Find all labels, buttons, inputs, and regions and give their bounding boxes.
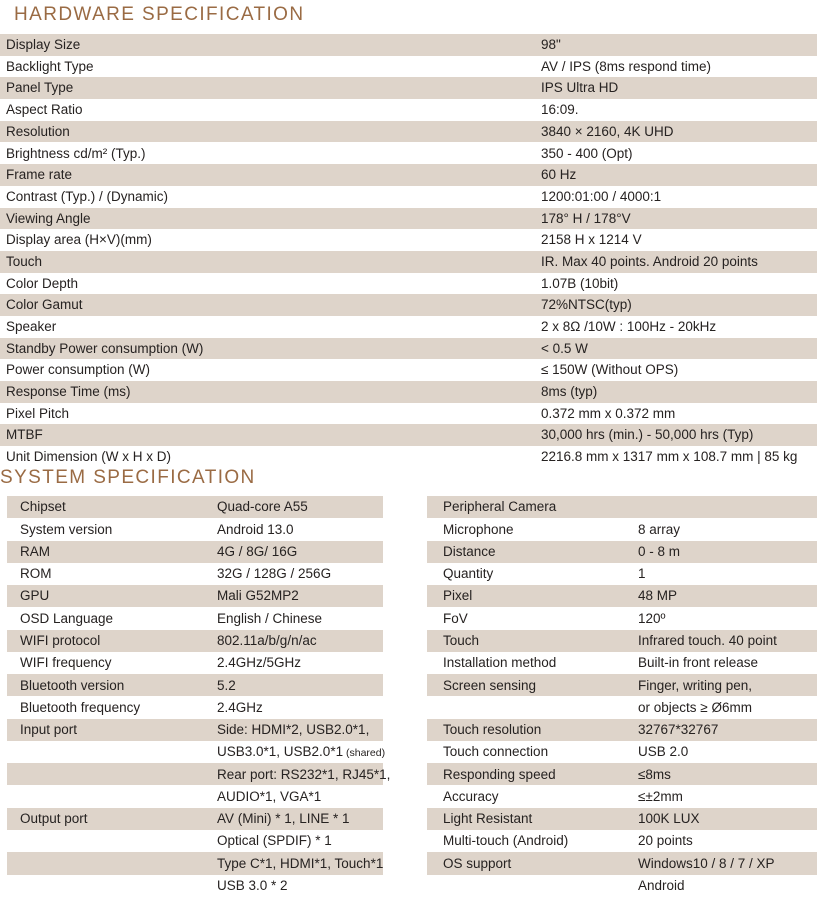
spec-label: Color Depth xyxy=(6,275,79,291)
spec-label: Distance xyxy=(443,543,496,559)
spec-row xyxy=(0,251,817,273)
spec-value-text: Optical (SPDIF) * 1 xyxy=(217,833,332,849)
spec-label: Bluetooth version xyxy=(20,677,125,693)
spec-value-note: (shared) xyxy=(343,747,386,760)
spec-label: Backlight Type xyxy=(6,58,94,74)
spec-row xyxy=(0,316,817,338)
spec-value-text: 1 xyxy=(638,566,646,582)
spec-value xyxy=(638,701,817,715)
spec-value xyxy=(541,60,817,74)
spec-value xyxy=(638,523,817,537)
spec-label: OSD Language xyxy=(20,610,114,626)
spec-value xyxy=(541,342,817,356)
spec-label: Pixel xyxy=(443,588,473,604)
spec-row xyxy=(427,808,817,830)
system-right-table xyxy=(427,496,817,897)
spec-value xyxy=(638,857,817,871)
spec-label: Light Resistant xyxy=(443,811,533,827)
spec-value xyxy=(541,450,817,464)
spec-label: Speaker xyxy=(6,319,57,335)
spec-label: Display area (H×V)(mm) xyxy=(6,232,152,248)
spec-row xyxy=(7,830,383,852)
spec-value-text: AV / IPS (8ms respond time) xyxy=(541,58,712,74)
spec-value-text: Quad-core A55 xyxy=(217,499,308,515)
spec-row xyxy=(7,496,383,518)
spec-value-text: 20 points xyxy=(638,833,693,849)
spec-value xyxy=(217,812,383,826)
spec-label: RAM xyxy=(20,543,50,559)
spec-row xyxy=(427,741,817,763)
spec-value xyxy=(541,385,817,399)
spec-row xyxy=(0,99,817,121)
spec-label: WIFI protocol xyxy=(20,632,101,648)
spec-value-text: USB3.0*1, USB2.0*1 xyxy=(217,744,344,760)
spec-value-text: 0 - 8 m xyxy=(638,543,681,559)
spec-label: Aspect Ratio xyxy=(6,102,83,118)
spec-row xyxy=(427,852,817,874)
spec-row xyxy=(7,852,383,874)
spec-label: Multi-touch (Android) xyxy=(443,833,569,849)
spec-value xyxy=(541,233,817,247)
spec-row xyxy=(0,273,817,295)
spec-label: GPU xyxy=(20,588,50,604)
spec-value xyxy=(541,147,817,161)
spec-value-text: 2216.8 mm x 1317 mm x 108.7 mm | 85 kg xyxy=(541,449,798,465)
spec-row xyxy=(427,719,817,741)
spec-value xyxy=(541,277,817,291)
spec-value-text: 802.11a/b/g/n/ac xyxy=(217,632,317,648)
spec-value-text: < 0.5 W xyxy=(541,340,588,356)
spec-value-text: 16:09. xyxy=(541,102,579,118)
spec-row xyxy=(427,696,817,718)
spec-value xyxy=(638,745,817,759)
spec-row xyxy=(0,164,817,186)
spec-label: Responding speed xyxy=(443,766,556,782)
spec-value xyxy=(217,634,383,648)
spec-value-text: 30,000 hrs (min.) - 50,000 hrs (Typ) xyxy=(541,427,754,443)
spec-value-text: Android xyxy=(638,877,685,893)
spec-row xyxy=(7,763,391,785)
spec-label: Standby Power consumption (W) xyxy=(6,340,204,356)
spec-value-text: or objects ≥ Ø6mm xyxy=(638,699,752,715)
spec-row xyxy=(0,208,817,230)
spec-value-text: 4G / 8G/ 16G xyxy=(217,543,298,559)
system-left-table xyxy=(7,496,391,897)
spec-row xyxy=(0,424,817,446)
hardware-spec-title: HARDWARE SPECIFICATION xyxy=(14,4,305,25)
spec-value-text: 72%NTSC(typ) xyxy=(541,297,632,313)
spec-value xyxy=(638,768,817,782)
spec-label: Touch resolution xyxy=(443,722,542,738)
spec-value-text: 350 - 400 (Opt) xyxy=(541,145,633,161)
spec-row xyxy=(427,652,817,674)
spec-row xyxy=(7,741,386,763)
spec-row xyxy=(427,785,817,807)
spec-label: Viewing Angle xyxy=(6,210,91,226)
spec-value xyxy=(638,723,817,737)
spec-label: Display Size xyxy=(6,37,81,53)
spec-label: Resolution xyxy=(6,123,70,139)
spec-label: Unit Dimension (W x H x D) xyxy=(6,449,172,465)
spec-value xyxy=(217,567,383,581)
spec-value xyxy=(217,857,383,871)
spec-label: Power consumption (W) xyxy=(6,362,151,378)
spec-value xyxy=(638,879,817,893)
spec-label: Input port xyxy=(20,722,78,738)
spec-value xyxy=(541,320,817,334)
spec-row xyxy=(7,696,383,718)
spec-row xyxy=(427,518,817,540)
spec-value-text: 2.4GHz/5GHz xyxy=(217,655,302,671)
spec-value xyxy=(217,768,390,782)
spec-row xyxy=(427,674,817,696)
spec-row xyxy=(7,518,383,540)
spec-row xyxy=(0,446,817,468)
spec-value-text: 98" xyxy=(541,37,561,53)
spec-row xyxy=(427,563,817,585)
spec-row xyxy=(0,34,817,56)
spec-value xyxy=(638,656,817,670)
spec-value-text: Finger, writing pen, xyxy=(638,677,753,693)
spec-value-text: 32G / 128G / 256G xyxy=(217,566,332,582)
spec-value xyxy=(541,190,817,204)
spec-label: Output port xyxy=(20,811,88,827)
spec-label: Color Gamut xyxy=(6,297,83,313)
spec-value-text: Mali G52MP2 xyxy=(217,588,299,604)
spec-value-text: 2.4GHz xyxy=(217,699,263,715)
spec-row xyxy=(427,875,817,897)
spec-label: Touch xyxy=(6,253,43,269)
spec-row xyxy=(7,719,383,741)
spec-value-text: ≤8ms xyxy=(638,766,671,782)
spec-value xyxy=(541,407,817,421)
spec-value xyxy=(541,38,817,52)
spec-value-text: 1.07B (10bit) xyxy=(541,275,619,291)
spec-row xyxy=(427,630,817,652)
spec-label: Microphone xyxy=(443,521,514,537)
spec-row xyxy=(0,56,817,78)
spec-value xyxy=(638,679,817,693)
spec-label: Accuracy xyxy=(443,788,499,804)
spec-label: Touch connection xyxy=(443,744,549,760)
spec-value-text: Built-in front release xyxy=(638,655,759,671)
spec-row xyxy=(0,381,817,403)
spec-label: Response Time (ms) xyxy=(6,384,131,400)
spec-value-text: AUDIO*1, VGA*1 xyxy=(217,788,322,804)
spec-value xyxy=(217,679,383,693)
spec-value-text: 60 Hz xyxy=(541,167,577,183)
spec-row xyxy=(7,808,383,830)
spec-row xyxy=(0,294,817,316)
spec-value-text: 178° H / 178°V xyxy=(541,210,631,226)
spec-value xyxy=(638,567,817,581)
spec-value xyxy=(638,634,817,648)
spec-row xyxy=(427,830,817,852)
spec-value xyxy=(638,589,817,603)
spec-label: System version xyxy=(20,521,113,537)
spec-row xyxy=(7,652,383,674)
spec-value-text: 5.2 xyxy=(217,677,236,693)
spec-value-text: ≤±2mm xyxy=(638,788,683,804)
spec-row xyxy=(0,186,817,208)
spec-label: FoV xyxy=(443,610,468,626)
spec-label: Touch xyxy=(443,632,480,648)
spec-label: WIFI frequency xyxy=(20,655,112,671)
spec-label: Installation method xyxy=(443,655,557,671)
spec-label: Screen sensing xyxy=(443,677,537,693)
spec-row xyxy=(7,541,383,563)
spec-value-text: USB 2.0 xyxy=(638,744,689,760)
spec-row xyxy=(7,607,383,629)
system-spec-title: SYSTEM SPECIFICATION xyxy=(0,467,256,488)
spec-label: Peripheral Camera xyxy=(443,499,557,515)
spec-value-text: ≤ 150W (Without OPS) xyxy=(541,362,679,378)
spec-value-text: 2158 H x 1214 V xyxy=(541,232,642,248)
spec-value-text: Type C*1, HDMI*1, Touch*1 xyxy=(217,855,384,871)
spec-row xyxy=(7,785,383,807)
spec-value-text: English / Chinese xyxy=(217,610,323,626)
spec-value-text: Infrared touch. 40 point xyxy=(638,632,777,648)
spec-value xyxy=(217,723,383,737)
spec-value xyxy=(217,656,383,670)
spec-value xyxy=(217,612,383,626)
spec-value xyxy=(217,745,385,759)
spec-row xyxy=(0,142,817,164)
spec-label: MTBF xyxy=(6,427,43,443)
spec-label: Pixel Pitch xyxy=(6,405,70,421)
spec-value xyxy=(217,834,383,848)
spec-label: Frame rate xyxy=(6,167,73,183)
spec-row xyxy=(7,585,383,607)
spec-value-text: 0.372 mm x 0.372 mm xyxy=(541,405,676,421)
spec-row xyxy=(427,541,817,563)
hardware-spec-table xyxy=(0,34,817,468)
spec-value-text: AV (Mini) * 1, LINE * 1 xyxy=(217,811,350,827)
spec-value xyxy=(217,879,383,893)
spec-value xyxy=(541,212,817,226)
spec-label: OS support xyxy=(443,855,512,871)
spec-value-text: Side: HDMI*2, USB2.0*1, xyxy=(217,722,370,738)
spec-value-text: Android 13.0 xyxy=(217,521,294,537)
spec-value xyxy=(217,545,383,559)
spec-row xyxy=(7,674,383,696)
spec-row xyxy=(427,585,817,607)
spec-label: Bluetooth frequency xyxy=(20,699,141,715)
spec-value-text: Windows10 / 8 / 7 / XP xyxy=(638,855,775,871)
spec-value-text: USB 3.0 * 2 xyxy=(217,877,288,893)
spec-value-text: 2 x 8Ω /10W : 100Hz - 20kHz xyxy=(541,319,717,335)
spec-row xyxy=(0,77,817,99)
spec-value-text: 8ms (typ) xyxy=(541,384,598,400)
spec-row xyxy=(427,763,817,785)
spec-value xyxy=(541,363,817,377)
spec-value xyxy=(217,500,383,514)
spec-value xyxy=(217,589,383,603)
spec-value-text: 100K LUX xyxy=(638,811,700,827)
spec-value xyxy=(541,298,817,312)
spec-label: ROM xyxy=(20,566,52,582)
spec-row xyxy=(0,359,817,381)
spec-label: Brightness cd/m² (Typ.) xyxy=(6,145,146,161)
spec-value-text: 48 MP xyxy=(638,588,678,604)
spec-value xyxy=(541,103,817,117)
spec-row xyxy=(7,563,383,585)
spec-value-text: IR. Max 40 points. Android 20 points xyxy=(541,253,758,269)
spec-value xyxy=(541,255,817,269)
spec-value xyxy=(541,168,817,182)
spec-row xyxy=(0,229,817,251)
spec-row xyxy=(0,403,817,425)
spec-label: Contrast (Typ.) / (Dynamic) xyxy=(6,188,169,204)
spec-value xyxy=(541,81,817,95)
spec-value xyxy=(638,812,817,826)
spec-row xyxy=(0,338,817,360)
spec-value xyxy=(541,428,817,442)
spec-value xyxy=(638,612,817,626)
spec-value-text: 8 array xyxy=(638,521,681,537)
spec-label: Panel Type xyxy=(6,80,74,96)
spec-value-text: 32767*32767 xyxy=(638,722,719,738)
spec-value xyxy=(638,834,817,848)
spec-value-text: 3840 × 2160, 4K UHD xyxy=(541,123,674,139)
spec-row xyxy=(427,496,817,518)
spec-value-text: 120º xyxy=(638,610,666,626)
spec-row xyxy=(7,875,383,897)
spec-row xyxy=(427,607,817,629)
spec-value-text: IPS Ultra HD xyxy=(541,80,619,96)
spec-value xyxy=(638,790,817,804)
spec-value xyxy=(217,701,383,715)
spec-value xyxy=(217,790,383,804)
spec-value-text: Rear port: RS232*1, RJ45*1, xyxy=(217,766,391,782)
spec-label: Quantity xyxy=(443,566,494,582)
spec-row xyxy=(7,630,383,652)
spec-value xyxy=(541,125,817,139)
spec-value-text: 1200:01:00 / 4000:1 xyxy=(541,188,662,204)
spec-value xyxy=(638,545,817,559)
spec-value xyxy=(217,523,383,537)
spec-row xyxy=(0,121,817,143)
spec-label: Chipset xyxy=(20,499,66,515)
